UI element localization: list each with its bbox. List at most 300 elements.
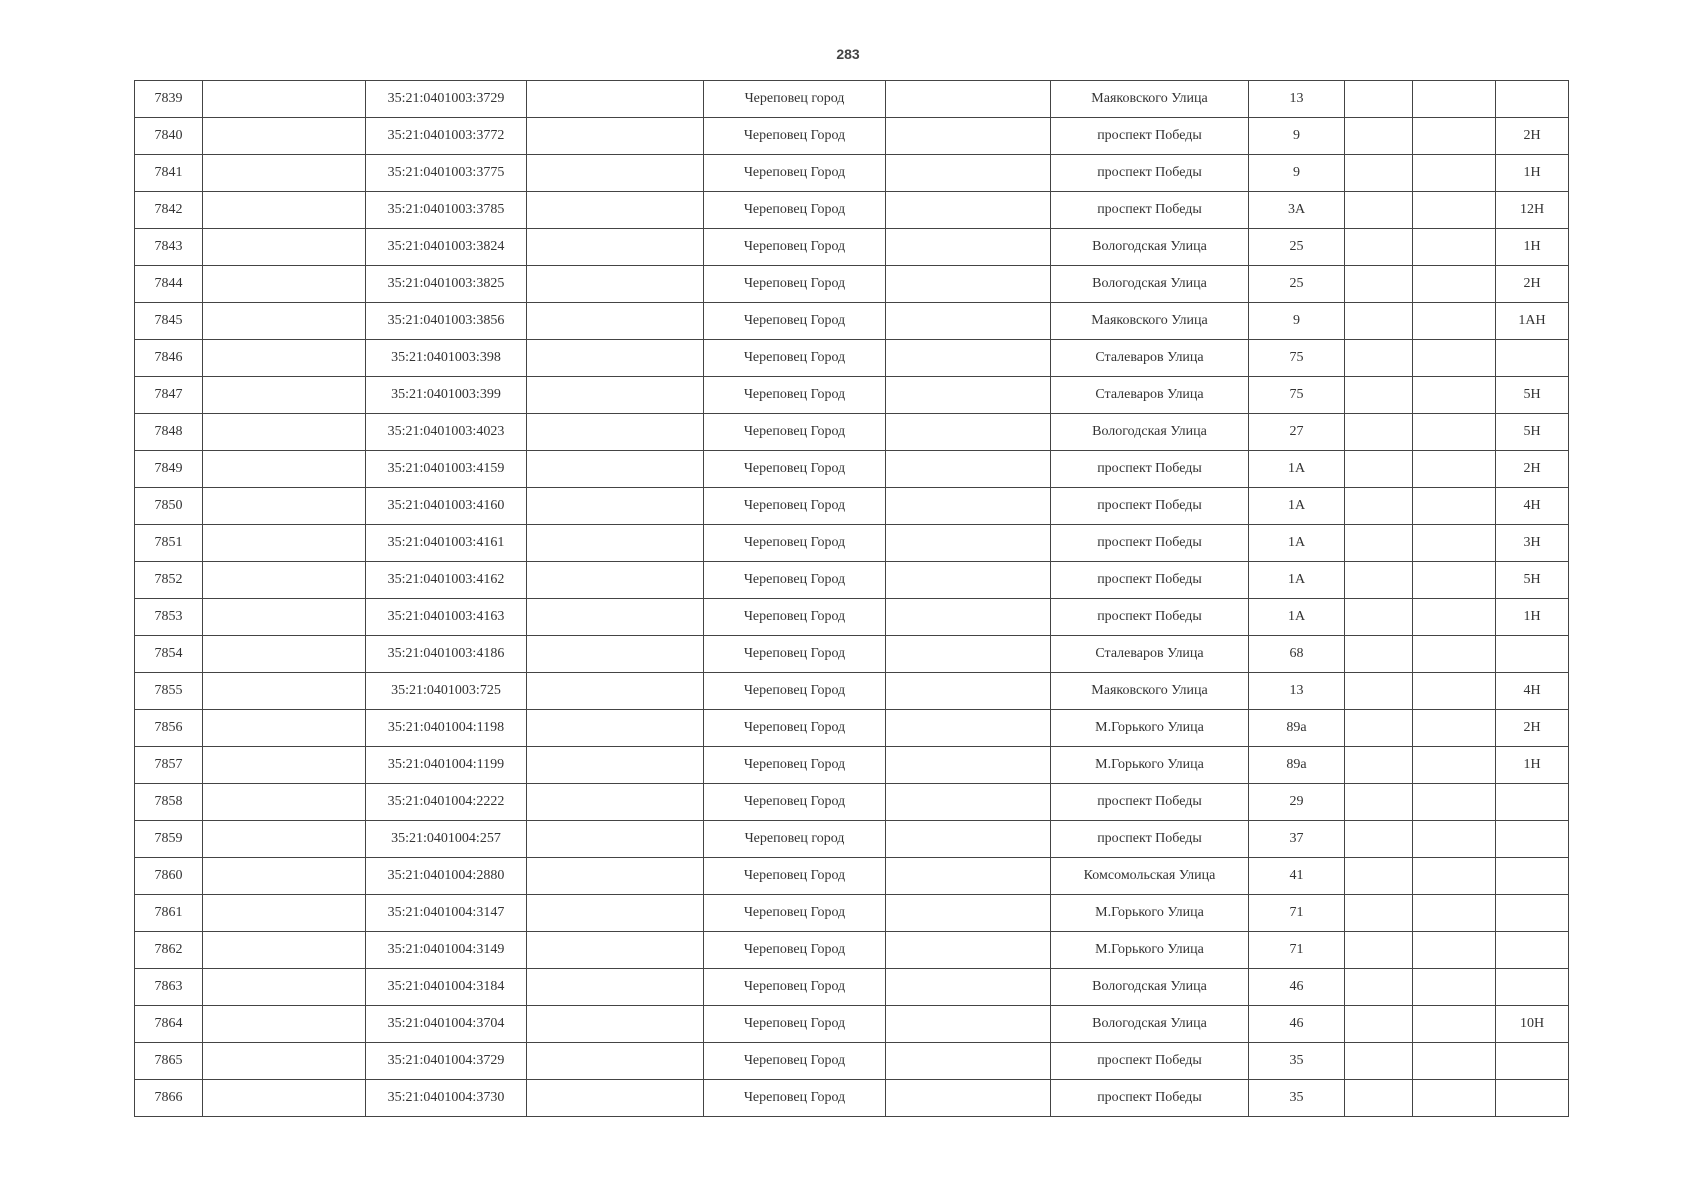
cell-empty: [527, 932, 704, 969]
cell-empty: [527, 1043, 704, 1080]
cell-city: Череповец Город: [704, 488, 886, 525]
cell-cadastral-number: 35:21:0401004:257: [366, 821, 527, 858]
cell-city: Череповец Город: [704, 377, 886, 414]
cell-street: Вологодская Улица: [1051, 266, 1249, 303]
cell-empty: [1413, 488, 1496, 525]
cell-apartment: 1Н: [1496, 747, 1569, 784]
cell-apartment: [1496, 895, 1569, 932]
cell-city: Череповец Город: [704, 414, 886, 451]
cell-empty: [203, 81, 366, 118]
cell-street: Сталеваров Улица: [1051, 377, 1249, 414]
cell-empty: [1345, 266, 1413, 303]
cell-apartment: 2Н: [1496, 118, 1569, 155]
table-row: [135, 340, 1569, 377]
cell-empty: [886, 895, 1051, 932]
cell-empty: [1413, 414, 1496, 451]
cell-empty: [886, 858, 1051, 895]
cell-empty: [1345, 155, 1413, 192]
table-row: [135, 1043, 1569, 1080]
cell-apartment: 2Н: [1496, 266, 1569, 303]
cell-city: Череповец Город: [704, 118, 886, 155]
cell-cadastral-number: 35:21:0401004:3704: [366, 1006, 527, 1043]
cell-house: 35: [1249, 1043, 1345, 1080]
cell-apartment: 5Н: [1496, 562, 1569, 599]
cell-apartment: 2Н: [1496, 710, 1569, 747]
cell-street: Вологодская Улица: [1051, 414, 1249, 451]
cell-empty: [203, 599, 366, 636]
cell-cadastral-number: 35:21:0401003:3729: [366, 81, 527, 118]
cell-cadastral-number: 35:21:0401003:3856: [366, 303, 527, 340]
cell-empty: [886, 414, 1051, 451]
cell-cadastral-number: 35:21:0401004:1198: [366, 710, 527, 747]
registry-table: [134, 80, 1569, 1117]
cell-house: 1А: [1249, 488, 1345, 525]
cell-house: 46: [1249, 969, 1345, 1006]
cell-empty: [1413, 821, 1496, 858]
cell-apartment: 3Н: [1496, 525, 1569, 562]
cell-cadastral-number: 35:21:0401004:3147: [366, 895, 527, 932]
cell-street: проспект Победы: [1051, 525, 1249, 562]
cell-empty: [886, 155, 1051, 192]
cell-empty: [1413, 266, 1496, 303]
cell-empty: [1413, 636, 1496, 673]
cell-empty: [1345, 377, 1413, 414]
cell-house: 46: [1249, 1006, 1345, 1043]
cell-cadastral-number: 35:21:0401003:399: [366, 377, 527, 414]
cell-empty: [203, 932, 366, 969]
cell-empty: [1413, 673, 1496, 710]
cell-street: проспект Победы: [1051, 784, 1249, 821]
cell-city: Череповец Город: [704, 784, 886, 821]
cell-cadastral-number: 35:21:0401003:3824: [366, 229, 527, 266]
table-row: [135, 1006, 1569, 1043]
cell-row-number: 7855: [135, 673, 203, 710]
cell-row-number: 7839: [135, 81, 203, 118]
cell-empty: [1413, 155, 1496, 192]
cell-empty: [203, 747, 366, 784]
cell-empty: [203, 710, 366, 747]
cell-empty: [1345, 636, 1413, 673]
cell-empty: [1413, 377, 1496, 414]
cell-apartment: [1496, 821, 1569, 858]
cell-empty: [203, 229, 366, 266]
cell-empty: [886, 784, 1051, 821]
cell-street: проспект Победы: [1051, 451, 1249, 488]
cell-apartment: [1496, 340, 1569, 377]
cell-empty: [886, 932, 1051, 969]
cell-cadastral-number: 35:21:0401004:3184: [366, 969, 527, 1006]
cell-empty: [1345, 932, 1413, 969]
cell-empty: [886, 969, 1051, 1006]
cell-house: 41: [1249, 858, 1345, 895]
cell-city: Череповец Город: [704, 969, 886, 1006]
cell-city: Череповец Город: [704, 895, 886, 932]
table-row: [135, 451, 1569, 488]
cell-empty: [1413, 525, 1496, 562]
cell-cadastral-number: 35:21:0401003:4161: [366, 525, 527, 562]
cell-apartment: 1АН: [1496, 303, 1569, 340]
cell-house: 29: [1249, 784, 1345, 821]
cell-apartment: [1496, 858, 1569, 895]
cell-street: Сталеваров Улица: [1051, 636, 1249, 673]
cell-city: Череповец Город: [704, 155, 886, 192]
cell-empty: [886, 636, 1051, 673]
cell-cadastral-number: 35:21:0401003:4160: [366, 488, 527, 525]
cell-empty: [527, 747, 704, 784]
cell-empty: [886, 599, 1051, 636]
cell-empty: [1413, 1043, 1496, 1080]
cell-empty: [527, 192, 704, 229]
cell-row-number: 7853: [135, 599, 203, 636]
cell-empty: [527, 1006, 704, 1043]
cell-empty: [527, 858, 704, 895]
cell-empty: [527, 266, 704, 303]
cell-empty: [886, 229, 1051, 266]
cell-city: Череповец Город: [704, 192, 886, 229]
table-row: [135, 599, 1569, 636]
cell-empty: [1345, 562, 1413, 599]
cell-empty: [1413, 895, 1496, 932]
cell-street: М.Горького Улица: [1051, 747, 1249, 784]
cell-city: Череповец Город: [704, 673, 886, 710]
cell-empty: [886, 303, 1051, 340]
table-row: [135, 377, 1569, 414]
cell-street: Маяковского Улица: [1051, 673, 1249, 710]
cell-empty: [1345, 599, 1413, 636]
cell-empty: [1345, 673, 1413, 710]
cell-cadastral-number: 35:21:0401003:4159: [366, 451, 527, 488]
cell-empty: [203, 525, 366, 562]
cell-empty: [886, 562, 1051, 599]
cell-cadastral-number: 35:21:0401003:398: [366, 340, 527, 377]
table-row: [135, 155, 1569, 192]
cell-empty: [1413, 1080, 1496, 1117]
cell-cadastral-number: 35:21:0401004:3149: [366, 932, 527, 969]
cell-empty: [203, 1080, 366, 1117]
cell-house: 9: [1249, 303, 1345, 340]
cell-house: 1А: [1249, 451, 1345, 488]
cell-empty: [886, 451, 1051, 488]
cell-city: Череповец Город: [704, 1006, 886, 1043]
cell-row-number: 7854: [135, 636, 203, 673]
table-row: [135, 747, 1569, 784]
cell-empty: [203, 969, 366, 1006]
cell-house: 27: [1249, 414, 1345, 451]
cell-row-number: 7840: [135, 118, 203, 155]
cell-apartment: 12Н: [1496, 192, 1569, 229]
cell-empty: [527, 81, 704, 118]
cell-row-number: 7865: [135, 1043, 203, 1080]
cell-empty: [1345, 710, 1413, 747]
cell-empty: [527, 673, 704, 710]
cell-empty: [1345, 488, 1413, 525]
cell-empty: [203, 451, 366, 488]
cell-street: проспект Победы: [1051, 155, 1249, 192]
cell-empty: [203, 858, 366, 895]
cell-empty: [886, 710, 1051, 747]
cell-empty: [203, 340, 366, 377]
cell-empty: [1345, 858, 1413, 895]
cell-empty: [886, 266, 1051, 303]
cell-street: проспект Победы: [1051, 1043, 1249, 1080]
cell-empty: [527, 636, 704, 673]
cell-empty: [1413, 932, 1496, 969]
cell-house: 89а: [1249, 747, 1345, 784]
cell-street: проспект Победы: [1051, 821, 1249, 858]
table-row: [135, 969, 1569, 1006]
cell-empty: [1345, 1080, 1413, 1117]
cell-empty: [527, 784, 704, 821]
table-row: [135, 932, 1569, 969]
cell-empty: [203, 821, 366, 858]
cell-street: проспект Победы: [1051, 1080, 1249, 1117]
cell-apartment: 10Н: [1496, 1006, 1569, 1043]
cell-empty: [527, 562, 704, 599]
cell-empty: [1413, 303, 1496, 340]
cell-row-number: 7848: [135, 414, 203, 451]
cell-house: 68: [1249, 636, 1345, 673]
cell-empty: [527, 1080, 704, 1117]
cell-apartment: 1Н: [1496, 599, 1569, 636]
cell-row-number: 7856: [135, 710, 203, 747]
cell-empty: [527, 340, 704, 377]
cell-empty: [886, 1080, 1051, 1117]
cell-row-number: 7861: [135, 895, 203, 932]
cell-empty: [1413, 451, 1496, 488]
cell-empty: [886, 747, 1051, 784]
cell-empty: [1413, 340, 1496, 377]
cell-row-number: 7849: [135, 451, 203, 488]
cell-empty: [203, 377, 366, 414]
cell-city: Череповец Город: [704, 451, 886, 488]
cell-empty: [1345, 414, 1413, 451]
cell-row-number: 7841: [135, 155, 203, 192]
cell-empty: [527, 895, 704, 932]
table-row: [135, 525, 1569, 562]
cell-row-number: 7843: [135, 229, 203, 266]
cell-empty: [527, 969, 704, 1006]
cell-row-number: 7866: [135, 1080, 203, 1117]
table-row: [135, 636, 1569, 673]
cell-house: 13: [1249, 81, 1345, 118]
cell-empty: [203, 562, 366, 599]
cell-empty: [1413, 562, 1496, 599]
cell-empty: [1345, 303, 1413, 340]
cell-empty: [1413, 118, 1496, 155]
cell-cadastral-number: 35:21:0401003:4186: [366, 636, 527, 673]
cell-empty: [203, 636, 366, 673]
cell-house: 9: [1249, 155, 1345, 192]
cell-empty: [886, 1006, 1051, 1043]
table-body: [135, 81, 1569, 1117]
cell-cadastral-number: 35:21:0401004:1199: [366, 747, 527, 784]
cell-empty: [203, 303, 366, 340]
cell-row-number: 7847: [135, 377, 203, 414]
cell-cadastral-number: 35:21:0401003:4023: [366, 414, 527, 451]
table-row: [135, 673, 1569, 710]
cell-street: проспект Победы: [1051, 488, 1249, 525]
table-row: [135, 192, 1569, 229]
cell-empty: [1345, 1006, 1413, 1043]
cell-row-number: 7857: [135, 747, 203, 784]
table-row: [135, 118, 1569, 155]
cell-empty: [527, 451, 704, 488]
cell-row-number: 7859: [135, 821, 203, 858]
cell-street: М.Горького Улица: [1051, 710, 1249, 747]
cell-cadastral-number: 35:21:0401004:2880: [366, 858, 527, 895]
cell-empty: [886, 192, 1051, 229]
cell-city: Череповец Город: [704, 710, 886, 747]
cell-street: проспект Победы: [1051, 562, 1249, 599]
cell-cadastral-number: 35:21:0401003:725: [366, 673, 527, 710]
cell-empty: [886, 525, 1051, 562]
cell-city: Череповец Город: [704, 266, 886, 303]
cell-empty: [1345, 340, 1413, 377]
cell-city: Череповец Город: [704, 932, 886, 969]
cell-empty: [1413, 858, 1496, 895]
cell-empty: [1413, 599, 1496, 636]
cell-empty: [203, 192, 366, 229]
cell-empty: [886, 673, 1051, 710]
cell-empty: [527, 118, 704, 155]
table-row: [135, 229, 1569, 266]
cell-street: проспект Победы: [1051, 192, 1249, 229]
cell-empty: [1345, 895, 1413, 932]
cell-empty: [1345, 821, 1413, 858]
cell-city: Череповец Город: [704, 747, 886, 784]
cell-empty: [527, 414, 704, 451]
cell-empty: [886, 340, 1051, 377]
cell-street: проспект Победы: [1051, 118, 1249, 155]
cell-house: 3А: [1249, 192, 1345, 229]
cell-empty: [527, 377, 704, 414]
cell-apartment: 4Н: [1496, 488, 1569, 525]
cell-city: Череповец город: [704, 821, 886, 858]
cell-house: 1А: [1249, 562, 1345, 599]
cell-empty: [203, 488, 366, 525]
cell-empty: [886, 821, 1051, 858]
cell-row-number: 7851: [135, 525, 203, 562]
cell-cadastral-number: 35:21:0401003:4162: [366, 562, 527, 599]
cell-empty: [1345, 1043, 1413, 1080]
cell-street: проспект Победы: [1051, 599, 1249, 636]
cell-street: Вологодская Улица: [1051, 229, 1249, 266]
cell-empty: [203, 155, 366, 192]
cell-row-number: 7842: [135, 192, 203, 229]
cell-street: Маяковского Улица: [1051, 81, 1249, 118]
cell-cadastral-number: 35:21:0401004:2222: [366, 784, 527, 821]
table-row: [135, 562, 1569, 599]
cell-empty: [203, 784, 366, 821]
cell-house: 1А: [1249, 599, 1345, 636]
cell-row-number: 7844: [135, 266, 203, 303]
table-row: [135, 895, 1569, 932]
cell-empty: [1413, 81, 1496, 118]
table-row: [135, 81, 1569, 118]
cell-row-number: 7846: [135, 340, 203, 377]
cell-apartment: [1496, 1043, 1569, 1080]
cell-city: Череповец Город: [704, 340, 886, 377]
cell-empty: [203, 895, 366, 932]
cell-apartment: [1496, 932, 1569, 969]
cell-apartment: 5Н: [1496, 377, 1569, 414]
cell-empty: [203, 1043, 366, 1080]
cell-empty: [1345, 118, 1413, 155]
cell-city: Череповец Город: [704, 636, 886, 673]
cell-cadastral-number: 35:21:0401003:4163: [366, 599, 527, 636]
cell-city: Череповец Город: [704, 599, 886, 636]
cell-empty: [1345, 81, 1413, 118]
cell-cadastral-number: 35:21:0401003:3775: [366, 155, 527, 192]
cell-empty: [527, 710, 704, 747]
cell-row-number: 7864: [135, 1006, 203, 1043]
cell-street: Маяковского Улица: [1051, 303, 1249, 340]
cell-empty: [203, 1006, 366, 1043]
cell-empty: [527, 229, 704, 266]
cell-empty: [886, 377, 1051, 414]
cell-city: Череповец Город: [704, 229, 886, 266]
cell-city: Череповец город: [704, 81, 886, 118]
cell-street: Сталеваров Улица: [1051, 340, 1249, 377]
cell-street: Комсомольская Улица: [1051, 858, 1249, 895]
cell-apartment: 5Н: [1496, 414, 1569, 451]
cell-empty: [1345, 192, 1413, 229]
page-number: 283: [836, 46, 860, 62]
cell-empty: [886, 488, 1051, 525]
cell-empty: [1413, 710, 1496, 747]
cell-house: 71: [1249, 895, 1345, 932]
cell-apartment: [1496, 636, 1569, 673]
cell-house: 71: [1249, 932, 1345, 969]
cell-empty: [527, 155, 704, 192]
table-row: [135, 488, 1569, 525]
table-row: [135, 710, 1569, 747]
cell-apartment: 4Н: [1496, 673, 1569, 710]
cell-empty: [1413, 1006, 1496, 1043]
cell-house: 37: [1249, 821, 1345, 858]
cell-house: 89а: [1249, 710, 1345, 747]
cell-street: М.Горького Улица: [1051, 932, 1249, 969]
cell-house: 25: [1249, 266, 1345, 303]
table-row: [135, 858, 1569, 895]
cell-city: Череповец Город: [704, 1080, 886, 1117]
cell-street: Вологодская Улица: [1051, 969, 1249, 1006]
cell-street: Вологодская Улица: [1051, 1006, 1249, 1043]
cell-empty: [1345, 451, 1413, 488]
cell-empty: [1413, 747, 1496, 784]
cell-apartment: 2Н: [1496, 451, 1569, 488]
cell-empty: [527, 599, 704, 636]
cell-empty: [203, 266, 366, 303]
cell-row-number: 7852: [135, 562, 203, 599]
cell-empty: [1345, 525, 1413, 562]
cell-row-number: 7862: [135, 932, 203, 969]
cell-apartment: [1496, 784, 1569, 821]
cell-apartment: 1Н: [1496, 229, 1569, 266]
cell-empty: [1413, 784, 1496, 821]
cell-empty: [203, 118, 366, 155]
cell-row-number: 7860: [135, 858, 203, 895]
cell-house: 75: [1249, 340, 1345, 377]
cell-empty: [886, 118, 1051, 155]
cell-row-number: 7858: [135, 784, 203, 821]
cell-cadastral-number: 35:21:0401004:3729: [366, 1043, 527, 1080]
cell-empty: [1413, 192, 1496, 229]
table-row: [135, 414, 1569, 451]
cell-city: Череповец Город: [704, 1043, 886, 1080]
cell-empty: [886, 81, 1051, 118]
cell-apartment: [1496, 81, 1569, 118]
